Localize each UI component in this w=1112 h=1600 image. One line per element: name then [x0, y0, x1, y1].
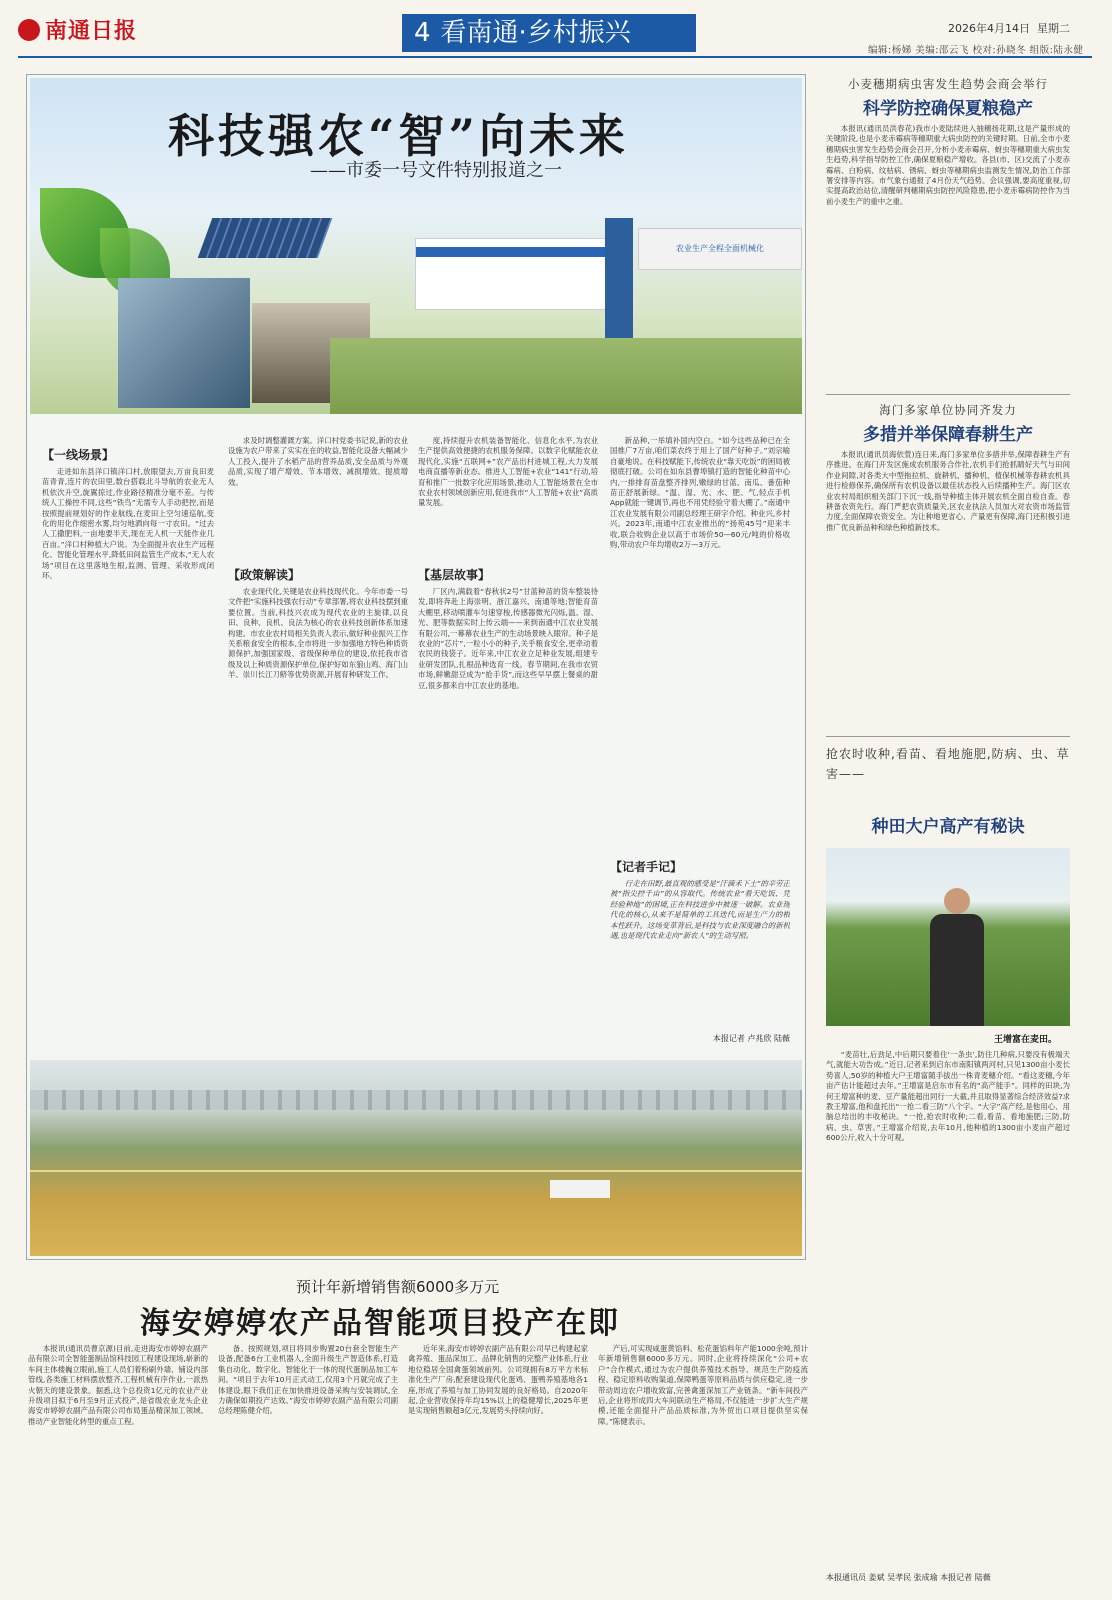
side-article-1-text — [826, 124, 1070, 386]
weekday-text: 星期二 — [1037, 22, 1070, 35]
paragraph: 厂区内,满载着“春秋状2号”甘蓝种苗的货车整装待发,即将奔赴上海崇明、浙江嘉兴、南通等地;智能育苗大棚里,移动喷灌车匀速穿梭,传感器微光闪烁,温、湿、光、肥等数据实时上传云端——来到南通中江农业发展有限公司,一幕幕农业生产的生动场景映入眼帘。种子是农业的“芯片”,一粒小小的种子,关乎粮食安全,更牵动着农民的钱袋子。近年来,中江农业立足种业发展,组建专业研发团队,扎根品种选育一线。春节期间,在我市农贸市场,鲜嫩甜豆成为“抢手货”,而这些早早摆上餐桌的甜豆,很多都来自中江农业的基地。 — [418, 587, 598, 690]
section-heading-story: 【基层故事】 — [418, 568, 491, 582]
newspaper-logo — [18, 14, 137, 45]
side-kicker-3: 抢农时收种,看苗、看地施肥,防病、虫、草害—— — [826, 747, 1070, 781]
reporter-notes-text — [610, 879, 790, 1029]
side-divider — [826, 394, 1070, 395]
column-3-text-top — [418, 436, 598, 548]
farmer-body — [930, 914, 984, 1026]
side-headline-3: 种田大户高产有秘诀 — [871, 817, 1025, 837]
section-heading-scene: 【一线场景】 — [42, 448, 115, 462]
column-2 — [228, 436, 408, 1025]
side-kicker-2: 海门多家单位协同齐发力 — [879, 403, 1017, 417]
column-2-text — [228, 587, 408, 1025]
feature-headline: 科技强农“智”向未来 — [168, 109, 629, 163]
side-article-3-byline: 本报通讯员 姜斌 吴孝民 张成瑜 本报记者 陆薇 — [826, 1573, 991, 1582]
paragraph: 农业现代化,关键是农业科技现代化。今年市委一号文件把“实施科技强农行动”专章部署,将农业科技摆到重要位置。当前,科技兴农成为现代农业的主旋律,以良田、良种、良机、良法为核心的农业科技创新体系加速构建。市农业农村局相关负责人表示,做好种业振兴工作关系粮食安全的根本,全市将进一步加强地方特色种质资源保护,加强国家级、省级保种单位的建设,依托我市省级及以上种质资源保护单位,保护好如东狼山鸡、海门山羊、崇川长江刀鲚等优势资源,开展育种研发工作。 — [228, 587, 408, 680]
side-kicker-1: 小麦穗期病虫害发生趋势会商会举行 — [848, 77, 1048, 91]
side-article-2-text — [826, 450, 1070, 730]
factory-roof-band — [416, 247, 631, 257]
section-number: 4 — [414, 18, 431, 48]
masthead-rule — [18, 56, 1092, 58]
section-title: 看南通·乡村振兴 — [440, 18, 631, 48]
bottom-col-2 — [218, 1344, 398, 1584]
solar-panel-image — [198, 218, 333, 258]
paragraph: 求及时调整灌溉方案。洋口村党委书记说,新的农业设施为农户带来了实实在在的收益,智能化设备大幅减少人工投入,提升了水稻产品的营养品质,安全品质与外观品质,实现了增产增效、节本增效、减损增效、提质增效。 — [228, 436, 408, 487]
section-heading-policy: 【政策解读】 — [228, 568, 301, 582]
section-heading-notes: 【记者手记】 — [610, 860, 683, 874]
logo-icon — [18, 19, 40, 41]
side-article-3-text — [826, 1050, 1070, 1526]
farmer-head — [944, 888, 970, 914]
paragraph: 本报讯(通讯员洪春花)我市小麦陆续进入抽穗扬花期,这是产量形成的关键阶段,也是小麦赤霉病等穗期重大病虫防控的关键时期。日前,全市小麦穗期病虫害发生趋势会商会召开,分析小麦赤霉病、蚜虫等穗期重大病虫发生趋势,科学指导防控工作,确保夏粮稳产增收。各县(市、区)交流了小麦赤霉病、白粉病、纹枯病、锈病、蚜虫等穗期病虫监测发生情况,防治工作部署安排等内容。市气象台通报了4月份天气趋势。会议强调,要高度重视,切实提高政治站位,清醒研判穗期病虫防控风险隐患,把小麦赤霉病防控作为当前小麦生产的重中之重。 — [826, 124, 1070, 206]
paragraph: 走进如东县洋口镇洋口村,放眼望去,万亩良田麦苗青青,连片的农田里,数台搭载北斗导航的农业无人机依次升空,旋翼掠过,作业路径精准分毫不差。与传统人工操控不同,这些“铁鸟”无需专人手动把控,而是按照提前规划好的作业航线,在麦田上空匀速巡航,变化的用化作细密水雾,均匀地洒向每一寸农田。“过去人工撒肥料,一亩地要半天,现在无人机一天能作业几百亩。”洋口村种植大户说。为全面提升农业生产远程化、智能化管理水平,降低田间监管生产成本,“无人农场”项目在这里落地生根,监测、管理、采收形成闭环。 — [42, 467, 214, 581]
paragraph: 近年来,海安市婷婷农副产品有限公司早已构建起家禽养殖、蛋品深加工、品牌化销售的完整产业体系,行业地位稳居全国禽蛋领域前列。公司现拥有8万平方米标准化生产厂房,配套建设现代化蛋鸡、蛋鸭养殖基地各1座,形成了养殖与加工协同发展的良好格局。自2020年起,企业营收保持年均15%以上的稳健增长,2025年更是实现销售额超3亿元,发展势头持续向好。 — [408, 1344, 588, 1416]
village-sign-pillar — [605, 218, 633, 348]
paragraph: 本报讯(通讯员海依萱)连日来,海门多家单位多措并举,保障春耕生产有序推进。在海门开发区施成农机服务合作社,农机手们抢抓睛好天气与田间作业间隙,对各类大中型拖拉机、旋耕机、播种机、植保机械等春耕农机具进行检修保养,确保所有农机设备以最佳状态投入后续播种生产。海门区农业农村局组织相关部门下沉一线,指导种植主体开展农机全面自检自查。春耕备农资先行。海门严把农资质量关,区农业执法人员加大对农资市场监管力度,全面保障农资安全。为让种地更省心、产量更有保障,海门还积极引进推广优良新品种和绿色种植新技术。 — [826, 450, 1070, 532]
bottom-kicker: 预计年新增销售额6000多万元 — [296, 1278, 500, 1296]
photo-caption: 王增富在麦田。 — [994, 1035, 1058, 1045]
paragraph: “麦苗壮,后劲足,中后期只要着住‘一条虫’,防住几种病,只要没有极端天气,就能大功告成。”近日,记者来到启东市南阳镇两河村,只见1300亩小麦长势喜人,50岁的种植大户王增富随手拔出一株青麦穗介绍。“看这麦穗,今年亩产估计能超过去年。”王增富是启东市有名的“高产能手”。同样的田块,为何王增富种的麦、豆产量能超出同行一大截,并且取得显著综合经济效益?求教王增富,他和盘托出“一抢二看三防”八个字。“大字”高产经,是他用心、用脑总结出的丰收秘诀。“一抢,抢农时收种;二看,看苗、看地施肥;三防,防病、虫、草害。”王增富介绍说,去年10月,他种植的1300亩小麦亩产超过600公斤,收入十分可观。 — [826, 1050, 1070, 1143]
farm-road — [30, 1170, 802, 1172]
greenhouse-photo — [118, 278, 250, 408]
farm-building — [550, 1180, 610, 1198]
bottom-col-1 — [28, 1344, 208, 1584]
aerial-farm-photo — [30, 1060, 802, 1256]
village-houses-strip — [30, 1090, 802, 1110]
paragraph: 产后,可实现咸蛋黄馅料、松花蛋馅料年产能1000余吨,预计年新增销售额6000多万元。同时,企业将持续深化“公司+农户”合作模式,通过为农户提供养殖技术指导、规范生产防疫流程、稳定原料收购渠道,保障鸭蛋等原料品质与供应稳定,进一步带动周边农户增收致富,完善禽蛋深加工产业链条。“新车间投产后,企业将形成四大车间联动生产格局,不仅能进一步扩大生产规模,还能全面提升产品品质标准,为外贸出口项目提供坚实保障。”陈健表示。 — [598, 1344, 808, 1426]
feature-subtitle: ——市委一号文件特别报道之一 — [310, 160, 562, 181]
factory-building-photo — [415, 238, 632, 310]
side-headline-2: 多措并举保障春耕生产 — [863, 425, 1033, 445]
feature-byline: 本报记者 卢兆欣 陆薇 — [712, 1034, 790, 1043]
column-1-text — [42, 467, 214, 1057]
editor-credits: 编辑:杨娣 美编:邵云飞 校对:孙晓冬 组版:陆永健 — [868, 45, 1084, 56]
farmer-in-field-photo — [826, 848, 1070, 1026]
field-foreground — [330, 338, 802, 414]
column-4 — [610, 436, 790, 1044]
paragraph: 度,持续提升农机装备智能化、信息化水平,为农业生产提供高效便捷的农机服务保障。以数字化赋能农业现代化,实施“五联网+”农产品出村进城工程,大力发展电商直播等新业态。推进人工智能+农业“141”行动,培育和推广一批数字化应用场景,推动人工智能场景在全市农业农村领域创新应用,促进我市“人工智能+农业”高质量发展。 — [418, 436, 598, 508]
side-headline-1: 科学防控确保夏粮稳产 — [863, 99, 1033, 119]
side-divider — [826, 736, 1070, 737]
paper-name: 南通日报 — [45, 18, 138, 44]
issue-date — [948, 20, 1070, 36]
bottom-col-3 — [408, 1344, 588, 1584]
section-banner — [402, 14, 696, 52]
bottom-col-4 — [598, 1344, 808, 1584]
column-3 — [418, 436, 598, 1025]
date-text: 2026年4月14日 — [948, 22, 1030, 35]
column-2-text-top — [228, 436, 408, 548]
factory-signboard: 农业生产全程全面机械化 — [638, 228, 802, 270]
column-4-text — [610, 436, 790, 848]
bottom-headline: 海安婷婷农产品智能项目投产在即 — [140, 1306, 620, 1341]
paragraph: 新品种,一举填补国内空白。“如今这些品种已在全国推广7万亩,咱们菜农终于用上了国产好种子。”刘宗喻自豪地说。在科技赋能下,传统农业“靠天吃饭”的困局被彻底打破。公司在如东县曹埠镇打造的智能化种苗中心内,一排排育苗盘整齐排列,嫩绿的甘蓝、南瓜、番茄种苗正舒展新绿。“温、湿、光、水、肥、气,轻点手机App就能一键调节,再也不用凭经验守着大棚了。”南通中江农业发展有限公司副总经理王研字介绍。种业兴,乡村兴。2023年,南通中江农业推出的“扬苑45号”迎来丰收,联合收购企业以高于市场价50—60元/吨的价格收购,带动农户年均增收2万—3万元。 — [610, 436, 790, 550]
paragraph: 本报讯(通讯员曹京源)目前,走进海安市婷婷农副产品有限公司全智能蛋制品馆科技园工程建设现场,崭新的车间主体楼巍立眼前,施工人员们着粉刷外墙、铺设内部管线,各类施工材料摆放整齐,工程机械有序作业,一派热火朝天的建设景象。据悉,这个总投资1亿元的农业产业升级项目拟于6月至9月正式投产,是省级农业龙头企业海安市婷婷农副产品有限公司布局蛋品精深加工领域、推动产业智能化转型的重点工程。 — [28, 1344, 208, 1426]
column-3-text — [418, 587, 598, 1025]
paragraph: 备、按照规划,项目将同步购置20台套全智能生产设备,配备6台工业机器人,全面升级生产智造体系,打造集自动化、数字化、智能化于一体的现代蛋制品加工车间。“项目于去年10月正式动工,仅用3个月就完成了主体建设,眼下我们正在加快推进设备采购与安装调试,全力确保如期投产达效。”海安市婷婷农副产品有限公司副总经理陈健介绍。 — [218, 1344, 398, 1416]
column-1 — [42, 446, 214, 1057]
paragraph: 行走在田野,最直观的感受是“汗滴禾下土”的辛劳正被“指尖控千亩”的从容取代。传统农业“看天吃饭、凭经验种地”的困境,正在科技进步中被逐一破解。农业现代化的核心,从来不是简单的工具迭代,而是生产力的根本性跃升。这场变革背后,是科技与农业深度融合的新机遇,也是现代农业走向“新农人”的生动写照。 — [610, 879, 790, 941]
